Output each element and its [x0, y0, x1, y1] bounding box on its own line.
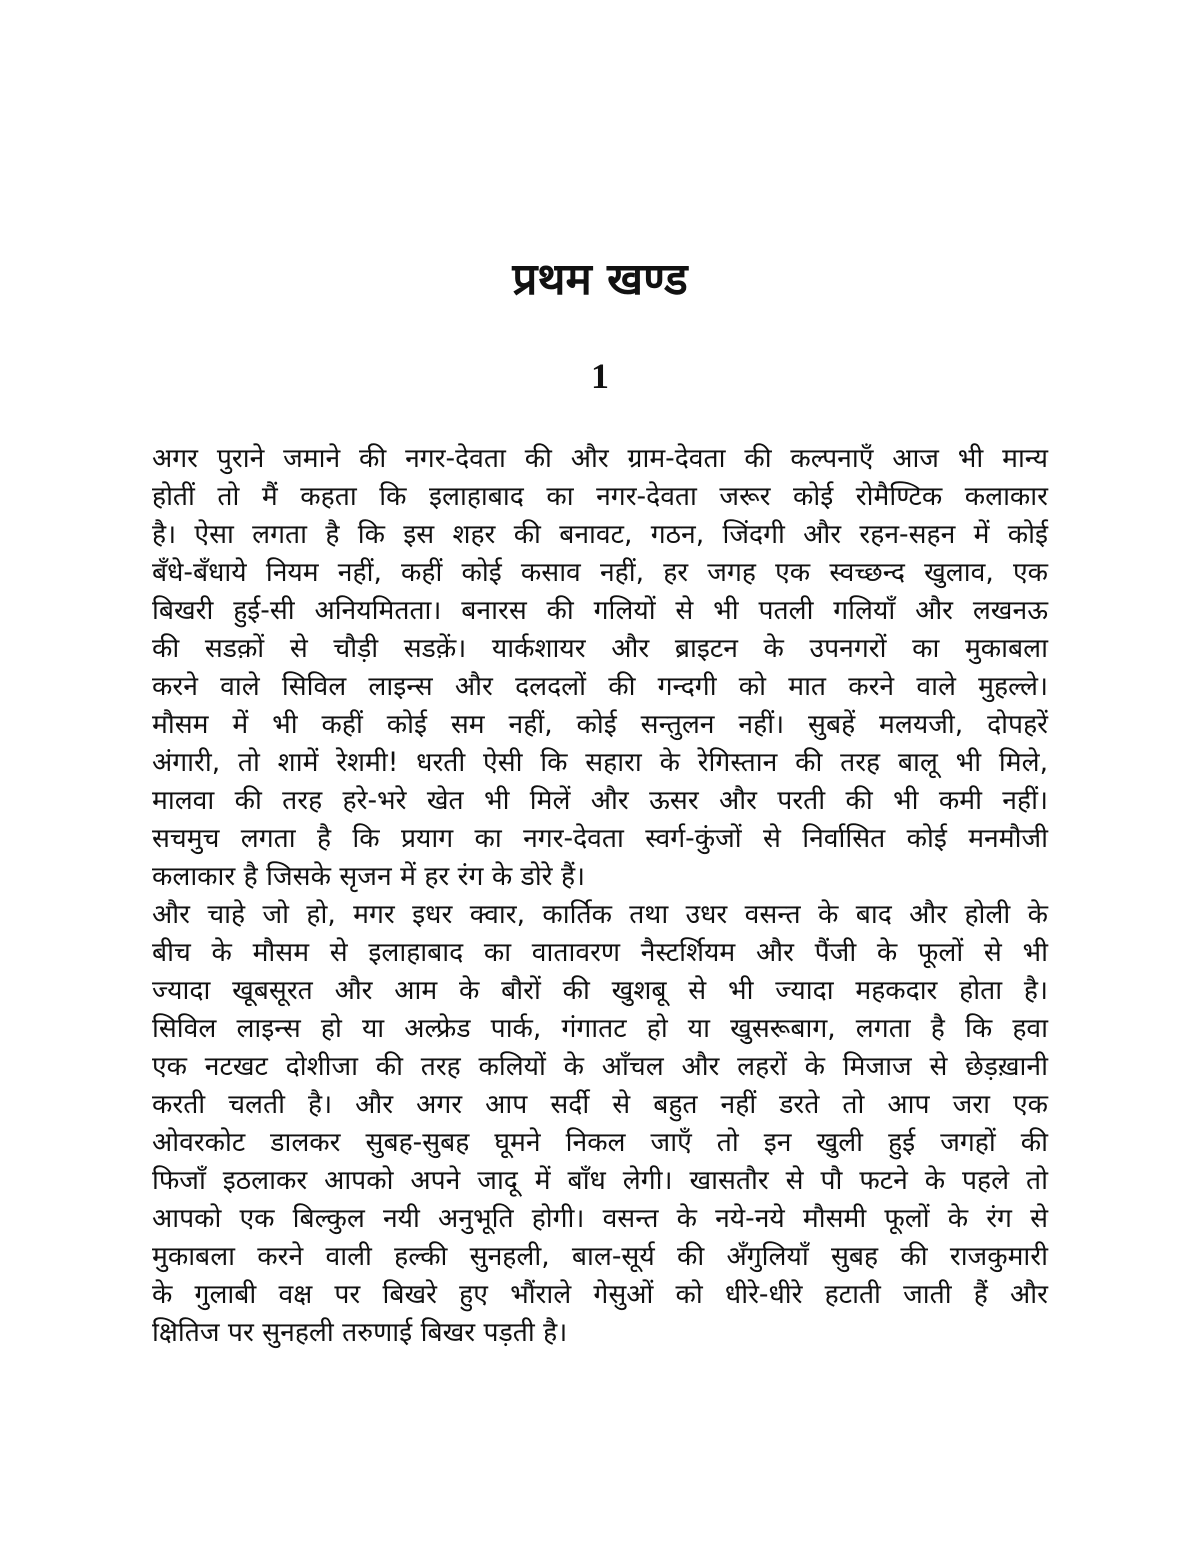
text-line: अंगारी, तो शामें रेशमी! धरती ऐसी कि सहारा के रेगिस्तान की तरह बालू भी मिले,	[152, 747, 1048, 778]
paragraph-1	[152, 440, 1048, 896]
chapter-body	[152, 440, 1048, 1352]
text-line: एक नटखट दोशीजा की तरह कलियों के आँचल और लहरों के मिजाज से छेड़ख़ानी	[152, 1051, 1048, 1082]
text-line: बँधे-बँधाये नियम नहीं, कहीं कोई कसाव नहीं, हर जगह एक स्वच्छन्द खुलाव, एक	[152, 557, 1048, 588]
text-line: बिखरी हुई-सी अनियमितता। बनारस की गलियों से भी पतली गलियाँ और लखनऊ	[152, 595, 1048, 626]
text-line: करती चलती है। और अगर आप सर्दी से बहुत नहीं डरते तो आप जरा एक	[152, 1089, 1048, 1120]
text-line: ओवरकोट डालकर सुबह-सुबह घूमने निकल जाएँ तो इन खुली हुई जगहों की	[152, 1127, 1048, 1158]
text-line: मुकाबला करने वाली हल्की सुनहली, बाल-सूर्य की अँगुलियाँ सुबह की राजकुमारी	[152, 1241, 1048, 1272]
text-line: करने वाले सिविल लाइन्स और दलदलों की गन्दगी को मात करने वाले मुहल्ले।	[152, 671, 1048, 702]
chapter-number: 1	[591, 356, 609, 396]
text-line: की सडक़ों से चौड़ी सडक़ें। यार्कशायर और ब्राइटन के उपनगरों का मुकाबला	[152, 633, 1048, 664]
text-line: के गुलाबी वक्ष पर बिखरे हुए भौंराले गेसुओं को धीरे-धीरे हटाती जाती हैं और	[152, 1279, 1048, 1310]
text-line: ज्यादा खूबसूरत और आम के बौरों की खुशबू से भी ज्यादा महकदार होता है।	[152, 975, 1048, 1006]
text-line: है। ऐसा लगता है कि इस शहर की बनावट, गठन, जिंदगी और रहन-सहन में कोई	[152, 519, 1048, 550]
text-line: सचमुच लगता है कि प्रयाग का नगर-देवता स्वर्ग-कुंजों से निर्वासित कोई मनमौजी	[152, 823, 1048, 854]
text-line: और चाहे जो हो, मगर इधर क्वार, कार्तिक तथा उधर वसन्त के बाद और होली के	[152, 899, 1048, 930]
text-line: होतीं तो मैं कहता कि इलाहाबाद का नगर-देवता जरूर कोई रोमैण्टिक कलाकार	[152, 481, 1048, 512]
text-line: अगर पुराने जमाने की नगर-देवता की और ग्राम-देवता की कल्पनाएँ आज भी मान्य	[152, 443, 1048, 474]
text-line: फिजाँ इठलाकर आपको अपने जादू में बाँध लेगी। खासतौर से पौ फटने के पहले तो	[152, 1165, 1048, 1196]
text-line: बीच के मौसम से इलाहाबाद का वातावरण नैस्टर्शियम और पैंजी के फूलों से भी	[152, 937, 1048, 968]
text-line: सिविल लाइन्स हो या अल्फ्रेड पार्क, गंगातट हो या खुसरूबाग, लगता है कि हवा	[152, 1013, 1048, 1044]
text-line: मालवा की तरह हरे-भरे खेत भी मिलें और ऊसर और परती की भी कमी नहीं।	[152, 785, 1048, 816]
text-line: आपको एक बिल्कुल नयी अनुभूति होगी। वसन्त के नये-नये मौसमी फूलों के रंग से	[152, 1203, 1048, 1234]
text-line: मौसम में भी कहीं कोई सम नहीं, कोई सन्तुलन नहीं। सुबहें मलयजी, दोपहरें	[152, 709, 1048, 740]
part-title: प्रथम खण्ड	[512, 254, 688, 305]
paragraph-2	[152, 896, 1048, 1352]
text-line: क्षितिज पर सुनहली तरुणाई बिखर पड़ती है।	[152, 1317, 568, 1348]
text-line: कलाकार है जिसके सृजन में हर रंग के डोरे हैं।	[152, 861, 586, 892]
